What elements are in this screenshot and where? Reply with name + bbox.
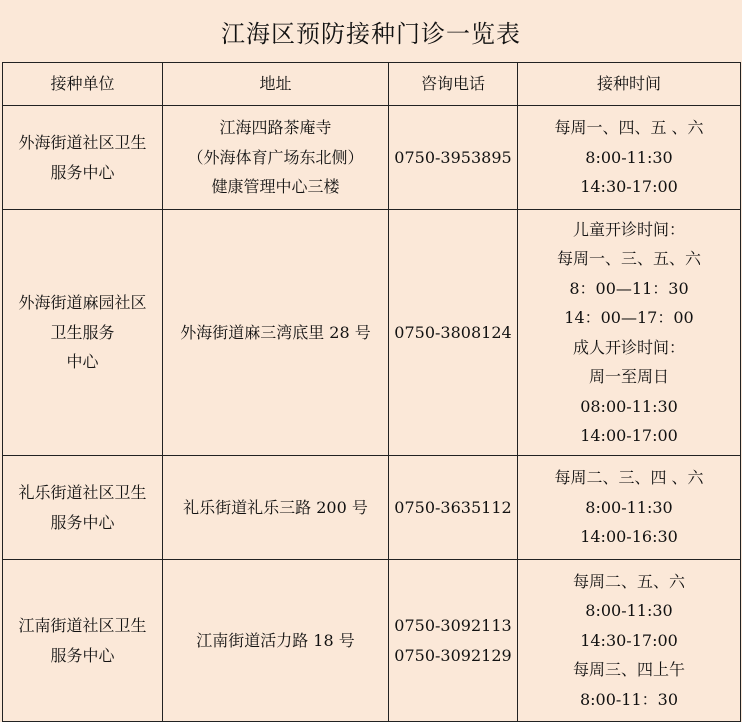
time-line: 儿童开诊时间： — [572, 219, 685, 239]
phone-number: 0750-3092113 — [394, 616, 512, 635]
table-row — [3, 210, 741, 456]
phone-cell — [389, 106, 518, 210]
phone-number: 0750-3953895 — [394, 147, 512, 167]
time-line: 周一至周日 — [588, 367, 669, 386]
header-row — [3, 63, 741, 106]
time-line: 每周二、三、四 、六 — [554, 468, 704, 488]
phone-number: 0750-3092129 — [394, 645, 512, 665]
address-cell — [163, 210, 389, 456]
address-cell — [163, 560, 389, 722]
time-line: 14:30-17:00 — [580, 630, 678, 650]
unit-line: 礼乐街道社区卫生 — [18, 483, 147, 502]
table-row — [3, 106, 741, 210]
phone-number: 0750-3808124 — [394, 322, 512, 342]
time-line: 14:00-17:00 — [580, 426, 678, 445]
address-cell — [163, 106, 389, 210]
time-cell — [518, 560, 741, 722]
header-time: 接种时间 — [518, 63, 741, 106]
phone-cell — [389, 560, 518, 722]
time-line: 每周一、三、五、六 — [556, 249, 701, 268]
time-cell — [518, 456, 741, 560]
time-line: 8:00-11:30 — [585, 497, 673, 517]
table-row — [3, 560, 741, 722]
address-line: 健康管理中心三楼 — [211, 177, 340, 197]
time-line: 8:00-11：30 — [579, 689, 679, 709]
unit-cell — [3, 560, 163, 722]
time-line: 08:00-11:30 — [580, 396, 678, 416]
time-line: 每周二、五、六 — [572, 571, 685, 591]
time-line: 8：00—11：30 — [569, 278, 689, 298]
address-line: 江南街道活力路 18 号 — [196, 630, 355, 650]
time-line: 8:00-11:30 — [585, 601, 673, 621]
unit-line: 服务中心 — [50, 512, 115, 532]
address-cell — [163, 456, 389, 560]
unit-line: 外海街道社区卫生 — [18, 133, 147, 152]
page-title: 江海区预防接种门诊一览表 — [221, 19, 521, 48]
time-line: 成人开诊时间： — [572, 337, 685, 357]
unit-line: 服务中心 — [50, 645, 115, 665]
time-line: 14：00—17：00 — [564, 308, 694, 327]
phone-cell — [389, 210, 518, 456]
header-unit: 接种单位 — [3, 63, 163, 106]
time-line: 14:00-16:30 — [580, 527, 678, 547]
header-address: 地址 — [163, 63, 389, 106]
unit-cell — [3, 210, 163, 456]
address-line: （外海体育广场东北侧） — [187, 147, 364, 167]
time-line: 每周一、四、五 、六 — [554, 118, 704, 138]
time-cell — [518, 106, 741, 210]
address-line: 礼乐街道礼乐三路 200 号 — [183, 497, 368, 517]
clinic-table — [2, 62, 741, 722]
unit-line: 卫生服务 — [50, 322, 115, 342]
table-row — [3, 456, 741, 560]
phone-number: 0750-3635112 — [394, 497, 512, 517]
address-line: 江海四路茶庵寺 — [219, 118, 332, 138]
time-line: 每周三、四上午 — [572, 660, 685, 680]
unit-line: 外海街道麻园社区 — [18, 293, 147, 313]
unit-cell — [3, 106, 163, 210]
header-phone: 咨询电话 — [389, 63, 518, 106]
time-line: 14:30-17:00 — [580, 177, 678, 197]
phone-cell — [389, 456, 518, 560]
address-line: 外海街道麻三湾底里 28 号 — [180, 322, 371, 342]
unit-line: 服务中心 — [50, 162, 115, 182]
unit-cell — [3, 456, 163, 560]
unit-line: 江南街道社区卫生 — [18, 616, 147, 635]
time-cell — [518, 210, 741, 456]
time-line: 8:00-11:30 — [585, 147, 673, 167]
unit-line: 中心 — [66, 352, 99, 372]
